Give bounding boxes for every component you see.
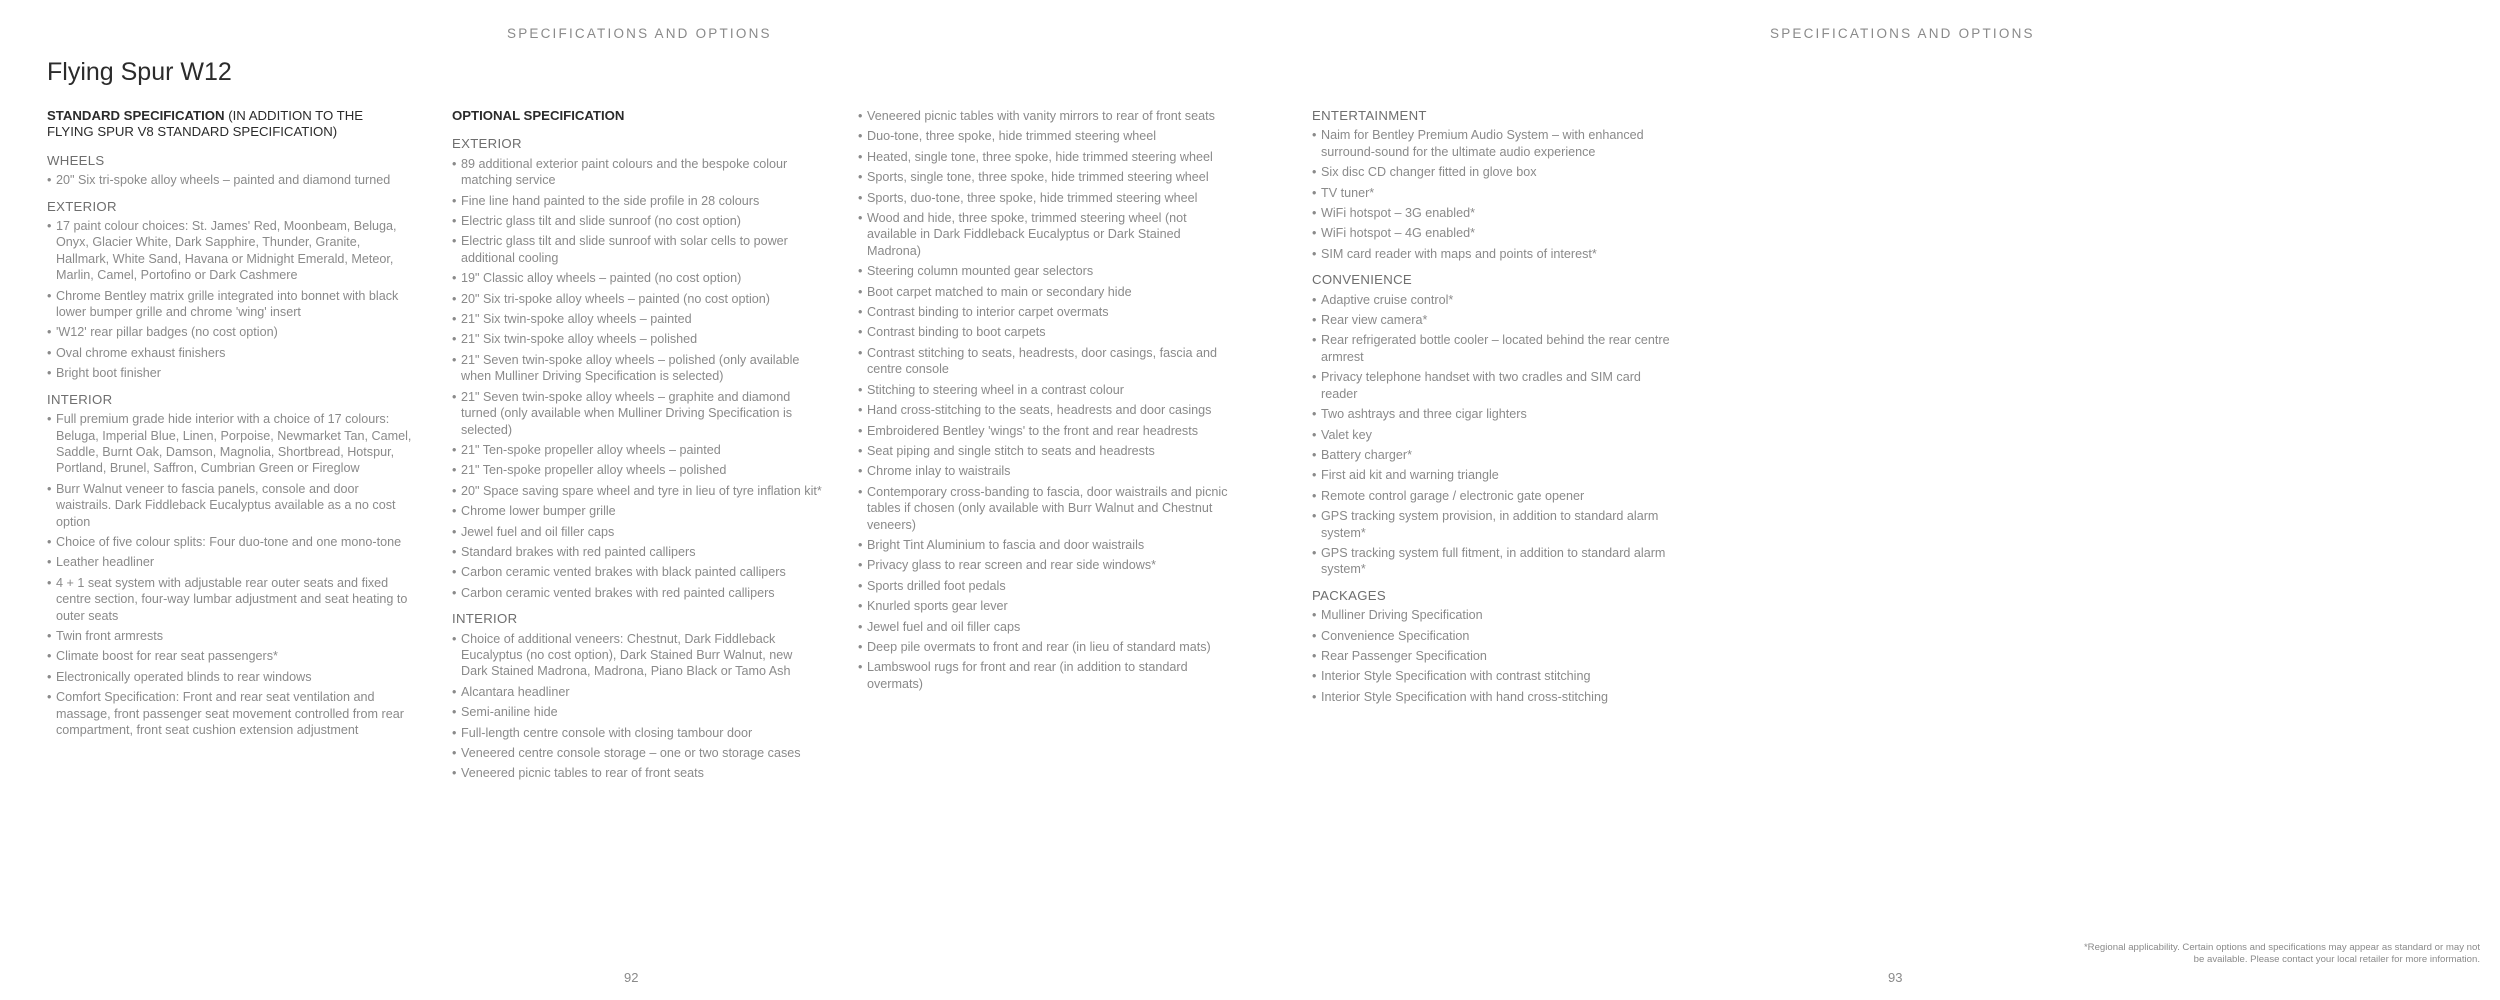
optional-sections — [452, 136, 822, 781]
list-item: • 21" Seven twin-spoke alloy wheels – graphite and diamond turned (only available when Mulliner Driving Specification is selected) — [452, 389, 822, 438]
list-item: • Veneered centre console storage – one or two storage cases — [452, 745, 822, 761]
section-subheading: EXTERIOR — [47, 198, 117, 214]
list-item: • Carbon ceramic vented brakes with red painted callipers — [452, 585, 822, 601]
list-item: • 19" Classic alloy wheels – painted (no cost option) — [452, 270, 822, 286]
optional-heading-strong: OPTIONAL SPECIFICATION — [452, 108, 625, 123]
list-item: • Heated, single tone, three spoke, hide trimmed steering wheel — [858, 149, 1228, 165]
list-item: • Jewel fuel and oil filler caps — [858, 619, 1228, 635]
list-item: • 21" Seven twin-spoke alloy wheels – polished (only available when Mulliner Driving Specification is selected) — [452, 352, 822, 385]
section-item-list — [1312, 292, 1677, 578]
optional-continued-column — [858, 108, 1228, 696]
list-item: • Seat piping and single stitch to seats and headrests — [858, 443, 1228, 459]
list-item: • Twin front armrests — [47, 628, 412, 644]
section-item-list — [47, 411, 412, 738]
list-item: • Choice of additional veneers: Chestnut, Dark Fiddleback Eucalyptus (no cost option), Dark Stained Burr Walnut, new Dark Stained Madrona, Madrona, Piano Black or Tamo Ash — [452, 631, 822, 680]
list-item: • Stitching to steering wheel in a contrast colour — [858, 382, 1228, 398]
list-item: • GPS tracking system provision, in addition to standard alarm system* — [1312, 508, 1677, 541]
list-item: • 21" Ten-spoke propeller alloy wheels – polished — [452, 462, 822, 478]
list-item: • Sports drilled foot pedals — [858, 578, 1228, 594]
list-item: • Rear Passenger Specification — [1312, 648, 1677, 664]
list-item: • Alcantara headliner — [452, 684, 822, 700]
standard-sections — [47, 153, 412, 739]
list-item: • 20" Space saving spare wheel and tyre in lieu of tyre inflation kit* — [452, 483, 822, 499]
list-item: • Privacy telephone handset with two cradles and SIM card reader — [1312, 369, 1677, 402]
list-item: • Chrome lower bumper grille — [452, 503, 822, 519]
section-item-list — [47, 172, 412, 188]
list-item: • Sports, single tone, three spoke, hide trimmed steering wheel — [858, 169, 1228, 185]
section-item-list — [1312, 127, 1677, 262]
list-item: • 20" Six tri-spoke alloy wheels – painted and diamond turned — [47, 172, 412, 188]
list-item: • Adaptive cruise control* — [1312, 292, 1677, 308]
page-title: Flying Spur W12 — [47, 58, 232, 86]
list-item: • Electronically operated blinds to rear windows — [47, 669, 412, 685]
section-subheading: CONVENIENCE — [1312, 272, 1413, 288]
list-item: • Six disc CD changer fitted in glove box — [1312, 164, 1677, 180]
list-item: • Privacy glass to rear screen and rear side windows* — [858, 557, 1228, 573]
list-item: • Full-length centre console with closing tambour door — [452, 725, 822, 741]
list-item: • Semi-aniline hide — [452, 704, 822, 720]
list-item: • Duo-tone, three spoke, hide trimmed steering wheel — [858, 128, 1228, 144]
page-number-right: 93 — [1888, 970, 1903, 985]
section-subheading: WHEELS — [47, 152, 105, 168]
list-item: • Contrast stitching to seats, headrests, door casings, fascia and centre console — [858, 345, 1228, 378]
standard-heading-strong: STANDARD SPECIFICATION — [47, 108, 225, 123]
section-subheading: EXTERIOR — [452, 136, 522, 152]
optional-specification-heading — [452, 108, 822, 124]
list-item: • Two ashtrays and three cigar lighters — [1312, 406, 1677, 422]
section-subheading: ENTERTAINMENT — [1312, 108, 1427, 123]
list-item: • First aid kit and warning triangle — [1312, 467, 1677, 483]
list-item: • Knurled sports gear lever — [858, 598, 1228, 614]
section-item-list — [452, 156, 822, 601]
regional-footnote: *Regional applicability. Certain options and specifications may appear as standard or may not be available. Please contact your local retailer for more information. — [2083, 942, 2480, 965]
optional-specification-column — [452, 108, 822, 786]
optional-right-column — [1312, 108, 1677, 709]
list-item: • Chrome inlay to waistrails — [858, 463, 1228, 479]
list-item: • Mulliner Driving Specification — [1312, 607, 1677, 623]
list-item: • Battery charger* — [1312, 447, 1677, 463]
standard-specification-heading — [47, 108, 412, 141]
list-item: • Lambswool rugs for front and rear (in addition to standard overmats) — [858, 659, 1228, 692]
list-item: • Standard brakes with red painted callipers — [452, 544, 822, 560]
list-item: • Contrast binding to boot carpets — [858, 324, 1228, 340]
running-head-right: SPECIFICATIONS AND OPTIONS — [1770, 26, 2035, 41]
list-item: • Sports, duo-tone, three spoke, hide trimmed steering wheel — [858, 190, 1228, 206]
section-subheading: INTERIOR — [452, 611, 518, 627]
list-item: • Electric glass tilt and slide sunroof with solar cells to power additional cooling — [452, 233, 822, 266]
list-item: • Bright Tint Aluminium to fascia and door waistrails — [858, 537, 1228, 553]
list-item: • 17 paint colour choices: St. James' Red, Moonbeam, Beluga, Onyx, Glacier White, Dark Sapphire, Thunder, Granite, Hallmark, White Sand, Havana or Midnight Emerald, Meteor, Marlin, Camel, Portofino or Dark Cashmere — [47, 218, 412, 284]
list-item: • Contemporary cross-banding to fascia, door waistrails and picnic tables if chosen (only available with Burr Walnut and Chestnut veneers) — [858, 484, 1228, 533]
list-item: • 'W12' rear pillar badges (no cost option) — [47, 324, 412, 340]
list-item: • Wood and hide, three spoke, trimmed steering wheel (not available in Dark Fiddleback Eucalyptus or Dark Stained Madrona) — [858, 210, 1228, 259]
list-item: • Interior Style Specification with contrast stitching — [1312, 668, 1677, 684]
optional-right-sections — [1312, 108, 1677, 705]
list-item: • Steering column mounted gear selectors — [858, 263, 1228, 279]
list-item: • Burr Walnut veneer to fascia panels, console and door waistrails. Dark Fiddleback Eucalyptus available as a no cost option — [47, 481, 412, 530]
section-item-list — [1312, 607, 1677, 705]
list-item: • SIM card reader with maps and points of interest* — [1312, 246, 1677, 262]
list-item: • Valet key — [1312, 427, 1677, 443]
list-item: • Embroidered Bentley 'wings' to the front and rear headrests — [858, 423, 1228, 439]
list-item: • Bright boot finisher — [47, 365, 412, 381]
list-item: • Veneered picnic tables with vanity mirrors to rear of front seats — [858, 108, 1228, 124]
list-item: • TV tuner* — [1312, 185, 1677, 201]
list-item: • Veneered picnic tables to rear of front seats — [452, 765, 822, 781]
list-item: • 21" Ten-spoke propeller alloy wheels – painted — [452, 442, 822, 458]
list-item: • Comfort Specification: Front and rear seat ventilation and massage, front passenger seat movement controlled from rear compartment, front seat cushion extension adjustment — [47, 689, 412, 738]
standard-specification-column — [47, 108, 412, 742]
list-item: • 21" Six twin-spoke alloy wheels – polished — [452, 331, 822, 347]
list-item: • Jewel fuel and oil filler caps — [452, 524, 822, 540]
list-item: • Interior Style Specification with hand cross-stitching — [1312, 689, 1677, 705]
section-item-list — [47, 218, 412, 382]
list-item: • Chrome Bentley matrix grille integrated into bonnet with black lower bumper grille and chrome 'wing' insert — [47, 288, 412, 321]
list-item: • Climate boost for rear seat passengers* — [47, 648, 412, 664]
section-subheading: PACKAGES — [1312, 587, 1386, 603]
list-item: • Leather headliner — [47, 554, 412, 570]
list-item: • 89 additional exterior paint colours and the bespoke colour matching service — [452, 156, 822, 189]
section-subheading: INTERIOR — [47, 391, 113, 407]
list-item: • Fine line hand painted to the side profile in 28 colours — [452, 193, 822, 209]
optional-continued-list — [858, 108, 1228, 692]
list-item: • GPS tracking system full fitment, in addition to standard alarm system* — [1312, 545, 1677, 578]
list-item: • Full premium grade hide interior with a choice of 17 colours: Beluga, Imperial Blue, Linen, Porpoise, Newmarket Tan, Camel, Saddle, Burnt Oak, Damson, Magnolia, Shortbread, Hotspur, Portland, Brunel, Saffron, Cumbrian Green or Fireglow — [47, 411, 412, 477]
page-number-left: 92 — [624, 970, 639, 985]
list-item: • Convenience Specification — [1312, 628, 1677, 644]
list-item: • Hand cross-stitching to the seats, headrests and door casings — [858, 402, 1228, 418]
list-item: • Rear view camera* — [1312, 312, 1677, 328]
list-item: • Oval chrome exhaust finishers — [47, 345, 412, 361]
list-item: • WiFi hotspot – 3G enabled* — [1312, 205, 1677, 221]
list-item: • 4 + 1 seat system with adjustable rear outer seats and fixed centre section, four-way lumbar adjustment and seat heating to outer seats — [47, 575, 412, 624]
list-item: • Choice of five colour splits: Four duo-tone and one mono-tone — [47, 534, 412, 550]
list-item: • Electric glass tilt and slide sunroof (no cost option) — [452, 213, 822, 229]
section-item-list — [452, 631, 822, 782]
list-item: • Naim for Bentley Premium Audio System – with enhanced surround-sound for the ultimate audio experience — [1312, 127, 1677, 160]
list-item: • Boot carpet matched to main or secondary hide — [858, 284, 1228, 300]
list-item: • 20" Six tri-spoke alloy wheels – painted (no cost option) — [452, 291, 822, 307]
list-item: • Deep pile overmats to front and rear (in lieu of standard mats) — [858, 639, 1228, 655]
list-item: • Rear refrigerated bottle cooler – located behind the rear centre armrest — [1312, 332, 1677, 365]
list-item: • Contrast binding to interior carpet overmats — [858, 304, 1228, 320]
running-head-left: SPECIFICATIONS AND OPTIONS — [507, 26, 772, 41]
standard-heading-rest: (IN ADDITION TO THE FLYING SPUR V8 STANDARD SPECIFICATION) — [47, 108, 364, 140]
list-item: • Carbon ceramic vented brakes with black painted callipers — [452, 564, 822, 580]
list-item: • WiFi hotspot – 4G enabled* — [1312, 225, 1677, 241]
list-item: • 21" Six twin-spoke alloy wheels – painted — [452, 311, 822, 327]
list-item: • Remote control garage / electronic gate opener — [1312, 488, 1677, 504]
